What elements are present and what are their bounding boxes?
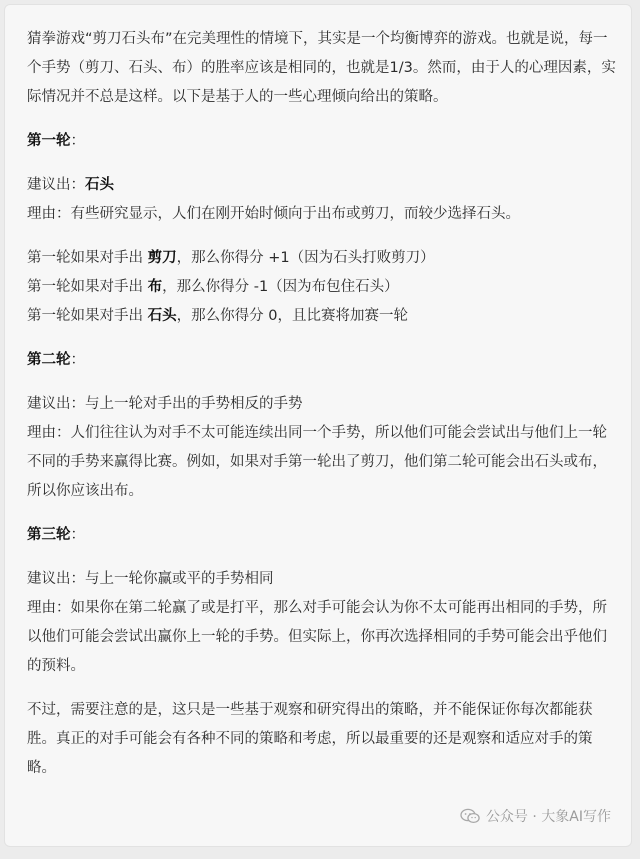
round3-heading [27, 521, 621, 550]
conclusion-paragraph: 不过，需要注意的是，这只是一些基于观察和研究得出的策略，并不能保证你每次都能获胜。真正的对手可能会有各种不同的策略和考虑，所以最重要的还是观察和适应对手的策略。 [27, 702, 593, 776]
round2-suggestion: 建议出：与上一轮对手出的手势相反的手势 [27, 396, 303, 412]
outcome-prefix: 第一轮如果对手出 [27, 279, 148, 295]
article-body [27, 25, 621, 798]
outcome-prefix: 第一轮如果对手出 [27, 308, 148, 324]
article-card [4, 4, 632, 847]
watermark [460, 806, 611, 826]
round3-title: 第三轮 [27, 527, 71, 543]
round1-title: 第一轮 [27, 133, 71, 149]
round1-outcome-scissors [27, 244, 621, 273]
round3-reason: 理由：如果你在第二轮赢了或是打平，那么对手可能会认为你不太可能再出相同的手势，所以他们可能会尝试出赢你上一轮的手势。但实际上，你再次选择相同的手势可能会出乎他们的预料。 [27, 600, 607, 674]
outcome-gesture: 布 [147, 279, 163, 295]
round1-outcome-rock [27, 302, 621, 331]
round2-block [27, 390, 621, 506]
round3-colon: ： [70, 527, 85, 543]
outcome-result: ，那么你得分 0，且比赛将加赛一轮 [176, 308, 408, 324]
round1-heading [27, 127, 621, 156]
round1-colon: ： [70, 133, 85, 149]
round1-suggestion [27, 171, 621, 200]
outcome-prefix: 第一轮如果对手出 [27, 250, 148, 266]
outcome-gesture: 石头 [147, 308, 177, 324]
watermark-text: 公众号 · 大象AI写作 [485, 809, 611, 825]
round1-suggestion-block [27, 171, 621, 229]
round1-reason: 理由：有些研究显示，人们在刚开始时倾向于出布或剪刀，而较少选择石头。 [27, 206, 520, 222]
wechat-icon [460, 808, 480, 824]
round3-block [27, 565, 621, 681]
intro-paragraph: 猜拳游戏“剪刀石头布”在完美理性的情境下，其实是一个均衡博弈的游戏。也就是说，每一个手势（剪刀、石头、布）的胜率应该是相同的，也就是1/3。然而，由于人的心理因素，实际情况并不总是这样。以下是基于人的一些心理倾向给出的策略。 [27, 31, 616, 105]
round2-reason: 理由：人们往往认为对手不太可能连续出同一个手势，所以他们可能会尝试出与他们上一轮不同的手势来赢得比赛。例如，如果对手第一轮出了剪刀，他们第二轮可能会出石头或布，所以你应该出布。 [27, 425, 607, 499]
round1-outcome-paper [27, 273, 621, 302]
round1-suggest-value: 石头 [85, 177, 114, 193]
round1-outcomes [27, 244, 621, 331]
round2-colon: ： [70, 352, 85, 368]
round3-suggestion: 建议出：与上一轮你赢或平的手势相同 [27, 571, 274, 587]
round2-title: 第二轮 [27, 352, 71, 368]
round1-suggest-prefix: 建议出： [27, 177, 85, 193]
round2-heading [27, 346, 621, 375]
outcome-result: ，那么你得分 +1（因为石头打败剪刀） [176, 250, 435, 266]
outcome-gesture: 剪刀 [147, 250, 177, 266]
outcome-result: ，那么你得分 -1（因为布包住石头） [162, 279, 399, 295]
